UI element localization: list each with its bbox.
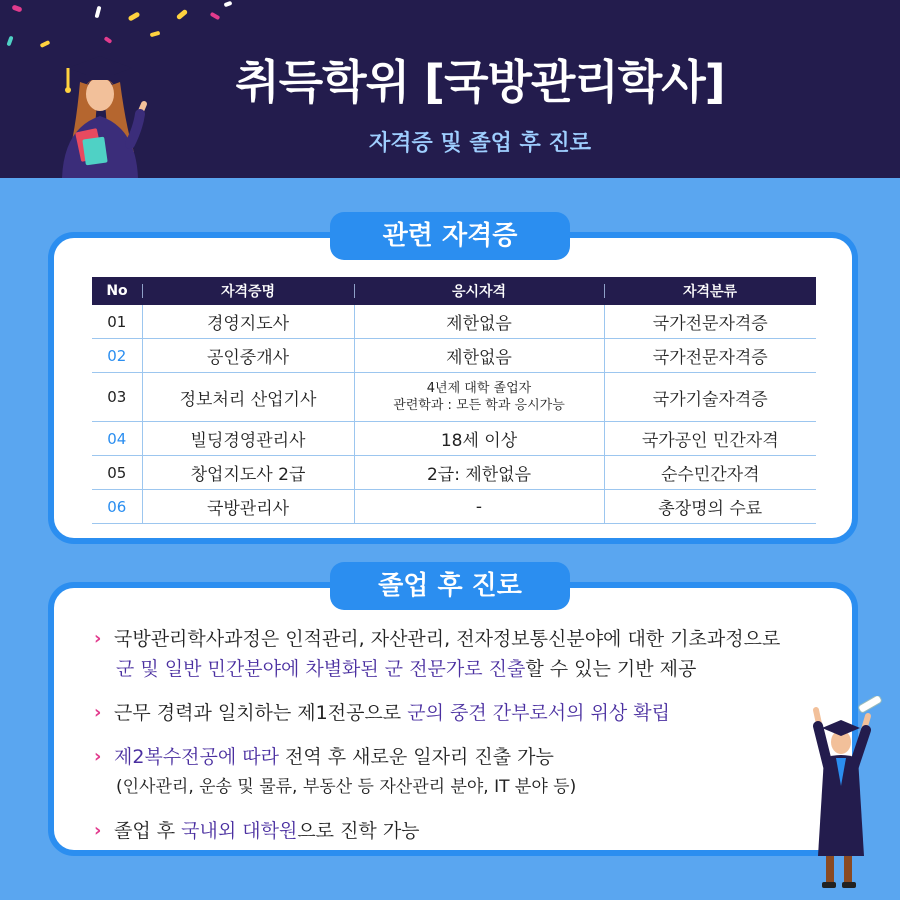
certificate-name: 국방관리사 [142, 490, 354, 524]
career-item-text: 졸업 후 [114, 820, 182, 842]
certificate-name: 공인중개사 [142, 339, 354, 373]
table-row [92, 456, 816, 490]
column-header-classification: 자격분류 [604, 277, 816, 305]
chevron-right-icon: › [94, 702, 102, 723]
list-item [94, 624, 824, 684]
career-item-text: 근무 경력과 일치하는 제1전공으로 [114, 702, 408, 724]
table-row [92, 490, 816, 524]
qualification-line-2: 관련학과 : 모든 학과 응시가능 [393, 398, 565, 413]
career-item-line-2: (인사관리, 운송 및 물류, 부동산 등 자산관리 분야, IT 분야 등) [116, 777, 577, 797]
certificate-name: 경영지도사 [142, 305, 354, 339]
career-item-text: 전역 후 새로운 일자리 진출 가능 [278, 746, 554, 768]
certificate-qualification: 2급: 제한없음 [354, 456, 604, 490]
certificates-tag: 관련 자격증 [330, 212, 570, 260]
certificate-qualification: 제한없음 [354, 339, 604, 373]
table-row [92, 373, 816, 422]
career-item-text: 으로 진학 가능 [297, 820, 420, 842]
certificate-classification: 국가공인 민간자격 [604, 422, 816, 456]
table-header-row [92, 277, 816, 305]
confetti-piece [128, 11, 141, 21]
row-number: 03 [92, 373, 142, 422]
row-number: 06 [92, 490, 142, 524]
certificate-classification: 총장명의 수료 [604, 490, 816, 524]
page-title: 취득학위 [국방관리학사] [235, 55, 725, 109]
confetti-piece [150, 31, 161, 37]
list-item [94, 742, 824, 802]
career-tag: 졸업 후 진로 [330, 562, 570, 610]
row-number: 02 [92, 339, 142, 373]
confetti-piece [210, 12, 221, 20]
list-item [94, 816, 824, 846]
row-number: 04 [92, 422, 142, 456]
column-header-no: No [92, 277, 142, 305]
confetti-piece [176, 9, 188, 21]
table-row [92, 305, 816, 339]
certificates-table [92, 277, 816, 524]
certificate-classification: 국가기술자격증 [604, 373, 816, 422]
table-row [92, 422, 816, 456]
career-item-text: 할 수 있는 기반 제공 [525, 658, 697, 680]
certificate-qualification: - [354, 490, 604, 524]
confetti-piece [95, 6, 102, 19]
career-item-highlight: 군의 중견 간부로서의 위상 확립 [407, 702, 670, 724]
certificate-name: 빌딩경영관리사 [142, 422, 354, 456]
career-item-line-2 [114, 654, 824, 684]
career-item-highlight: 제2복수전공에 따라 [114, 746, 279, 768]
confetti-piece [6, 36, 13, 47]
certificate-classification: 국가전문자격증 [604, 305, 816, 339]
table-row [92, 339, 816, 373]
certificate-name: 정보처리 산업기사 [142, 373, 354, 422]
column-header-qualification: 응시자격 [354, 277, 604, 305]
certificate-name: 창업지도사 2급 [142, 456, 354, 490]
confetti-piece [104, 36, 113, 44]
chevron-right-icon: › [94, 820, 102, 841]
list-item [94, 698, 824, 728]
certificate-classification: 순수민간자격 [604, 456, 816, 490]
certificate-classification: 국가전문자격증 [604, 339, 816, 373]
row-number: 01 [92, 305, 142, 339]
certificate-qualification [354, 373, 604, 422]
career-list [94, 624, 824, 860]
confetti-piece [224, 1, 233, 7]
column-header-name: 자격증명 [142, 277, 354, 305]
career-item-highlight: 군 및 일반 민간분야에 차별화된 군 전문가로 진출 [116, 658, 526, 680]
chevron-right-icon: › [94, 746, 102, 767]
page-subtitle: 자격증 및 졸업 후 진로 [369, 131, 591, 156]
certificate-qualification: 제한없음 [354, 305, 604, 339]
certificate-qualification: 18세 이상 [354, 422, 604, 456]
graduate-man-illustration [806, 696, 886, 896]
chevron-right-icon: › [94, 628, 102, 649]
confetti-piece [11, 4, 22, 12]
career-item-text: 국방관리학사과정은 인적관리, 자산관리, 전자정보통신분야에 대한 기초과정으로 [114, 628, 781, 650]
header-banner [0, 0, 900, 178]
qualification-line-1: 4년제 대학 졸업자 [426, 381, 532, 396]
row-number: 05 [92, 456, 142, 490]
career-item-highlight: 국내외 대학원 [181, 820, 298, 842]
